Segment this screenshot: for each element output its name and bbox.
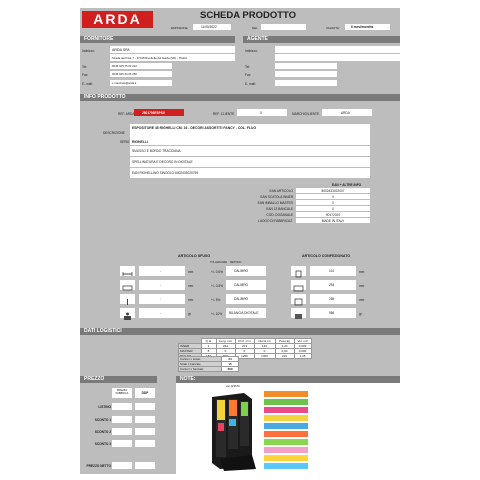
sfuso-metodo-4: BILANCIA DIGITALE bbox=[229, 311, 259, 315]
ean-row-label-3: EAN IMBALLO MASTER bbox=[257, 201, 293, 205]
logistics-header-qta: Q.ta bbox=[201, 339, 216, 344]
logistics-header-peso: Peso kg bbox=[275, 339, 294, 344]
detail-line-1 bbox=[130, 146, 370, 156]
ean-row-field-2 bbox=[296, 194, 370, 199]
fornitore-tel: 0045 045 75 60 222 bbox=[112, 64, 137, 68]
section-note: NOTE: bbox=[176, 376, 400, 383]
table-row bbox=[179, 367, 239, 372]
listino-fabbrica-field[interactable] bbox=[112, 403, 132, 410]
sconto2-ddp-field[interactable] bbox=[135, 428, 155, 435]
display-stand-photo bbox=[206, 389, 258, 471]
pallet-value-2: 15 bbox=[222, 362, 239, 367]
fornitore-address: Strada dei Frati, 7 - 37018 Rivoltella del Garda (VR) - ITALIA bbox=[112, 55, 188, 60]
sfuso-value-field-2 bbox=[139, 280, 185, 290]
col-metodo: METODO bbox=[230, 261, 242, 264]
cell: 0,000 bbox=[294, 349, 311, 354]
conf-unit-1: mm bbox=[359, 270, 365, 274]
sconto1-ddp-field[interactable] bbox=[135, 416, 155, 423]
fornitore-company-field bbox=[110, 46, 235, 53]
validity-label: VALIDITA' bbox=[326, 26, 340, 30]
sconto2-fabbrica-field[interactable] bbox=[112, 428, 132, 435]
width-icon bbox=[120, 280, 135, 290]
conf-unit-3: mm bbox=[359, 298, 365, 302]
ean-row-value-6: MADE IN ITALY bbox=[321, 218, 345, 223]
cell: 0 bbox=[254, 349, 275, 354]
sfuso-metodo-field-3 bbox=[226, 294, 266, 304]
fornitore-address-label: Indirizzo: bbox=[82, 49, 95, 53]
sfuso-unit-4: gr bbox=[188, 312, 191, 316]
marchio-field bbox=[322, 109, 372, 116]
agente-tel-label: Tel: bbox=[245, 65, 250, 69]
ref-arda-field bbox=[134, 109, 184, 116]
cell: 216 bbox=[275, 354, 294, 359]
sfuso-value-field-4 bbox=[139, 308, 185, 318]
fornitore-email-field bbox=[110, 80, 172, 86]
agente-name-field[interactable] bbox=[275, 46, 400, 53]
validity-field[interactable] bbox=[345, 24, 390, 30]
ref-cliente-field bbox=[237, 109, 287, 116]
cell: 0,00 bbox=[275, 349, 294, 354]
sconto1-fabbrica-field[interactable] bbox=[112, 416, 132, 423]
sfuso-metodo-2: CALIBRO bbox=[234, 283, 248, 287]
sconto3-ddp-field[interactable] bbox=[135, 440, 155, 447]
cell: 1 bbox=[201, 344, 216, 349]
sfuso-metodo-field-2 bbox=[226, 280, 266, 290]
detail-line-3 bbox=[130, 168, 370, 178]
conf-value-1: 114 bbox=[329, 269, 335, 273]
serie-label: SERIE bbox=[120, 140, 130, 144]
ean-row-label-4: EAN 13 BANCALE bbox=[266, 207, 293, 211]
sfuso-metodo-1: CALIBRO bbox=[234, 269, 248, 273]
ean-row-label-1: EAN ARTICOLO bbox=[269, 189, 293, 193]
ean-row-value-2: 0 bbox=[332, 194, 334, 199]
sfuso-unit-1: mm bbox=[188, 270, 194, 274]
section-dati-logistici: DATI LOGISTICI bbox=[80, 328, 400, 335]
sfuso-metodo-field-4 bbox=[226, 308, 266, 318]
agente-email-field[interactable] bbox=[275, 80, 337, 86]
conf-value-field-4 bbox=[310, 308, 356, 318]
pallet-value-3: 360 bbox=[222, 367, 239, 372]
validity-value: 6 mesi/months bbox=[351, 25, 374, 29]
prezzo-fabbrica-label: PREZZO FABBRICA bbox=[115, 389, 129, 395]
conf-value-3: 265 bbox=[329, 297, 335, 301]
cell: 0 bbox=[235, 349, 254, 354]
sfuso-tol-3: +/- 5% bbox=[211, 298, 221, 302]
sfuso-tol-1: +/- 0.5% bbox=[211, 270, 223, 274]
agente-tel-field[interactable] bbox=[275, 63, 337, 69]
cell: 8 bbox=[201, 349, 216, 354]
ref-cliente-label: REF. CLIENTE bbox=[213, 112, 235, 116]
cell: 1,28 bbox=[294, 354, 311, 359]
conf-value-2: 254 bbox=[329, 283, 335, 287]
agente-fax-field[interactable] bbox=[275, 71, 337, 77]
fornitore-fax-label: Fax: bbox=[82, 73, 89, 77]
ref-arda-value: 2801703ESPSX bbox=[142, 110, 166, 115]
prezzo-netto-label: PREZZO NETTO bbox=[86, 464, 111, 468]
logistics-header-lung: Lung. mm bbox=[216, 339, 235, 344]
rulers-samples-photo bbox=[264, 391, 308, 469]
fornitore-fax: 0045 045 64 05 256 bbox=[112, 72, 137, 76]
listino-label: LISTINO bbox=[98, 405, 111, 409]
logistics-header-vol: Vol. m3 bbox=[294, 339, 311, 344]
ean-row-field-6 bbox=[296, 218, 370, 223]
section-fornitore: FORNITORE bbox=[80, 36, 235, 43]
section-agente: AGENTE bbox=[243, 36, 400, 43]
sconto3-fabbrica-field[interactable] bbox=[112, 440, 132, 447]
agente-address-label: Indirizzo: bbox=[245, 49, 258, 53]
ean-row-label-2: EAN SCATOLA INNER bbox=[260, 195, 293, 199]
sfuso-metodo-3: CALIBRO bbox=[234, 297, 248, 301]
ean-row-label-5: COD. DOGANALE bbox=[266, 213, 293, 217]
ean-row-field-1 bbox=[296, 188, 370, 193]
sfuso-unit-2: mm bbox=[188, 284, 194, 288]
fornitore-company: ARDA SPA bbox=[112, 47, 130, 52]
fornitore-fax-field bbox=[110, 71, 172, 77]
ref-cliente-value: 0 bbox=[260, 110, 262, 115]
sfuso-value-4: - bbox=[160, 311, 162, 315]
sfuso-tol-4: +/- 10% bbox=[211, 312, 223, 316]
detail-text-2: SPELLINATURA E DECORO IN DIGITALE bbox=[132, 160, 193, 164]
ddp-header bbox=[135, 388, 155, 398]
sfuso-value-1: - bbox=[160, 269, 162, 273]
weight-scale-icon bbox=[120, 308, 135, 318]
ean-row-field-5 bbox=[296, 212, 370, 217]
box-weight-icon bbox=[291, 308, 306, 318]
listino-ddp-field[interactable] bbox=[135, 403, 155, 410]
row-name-master: MASTER bbox=[179, 349, 202, 354]
fornitore-email: c.marchetti@arda.it bbox=[112, 81, 137, 85]
conf-value-field-1 bbox=[310, 266, 356, 276]
sconto1-label: SCONTO 1 bbox=[94, 418, 111, 422]
conf-unit-4: gr bbox=[359, 312, 362, 316]
ddp-label: DDP bbox=[141, 391, 149, 395]
ean-row-value-3: 0 bbox=[332, 200, 334, 205]
sfuso-unit-3: mm bbox=[188, 298, 194, 302]
conf-value-field-3 bbox=[310, 294, 356, 304]
cell: 264 bbox=[216, 344, 235, 349]
row-name-inner: INNER bbox=[179, 344, 202, 349]
box-width-icon bbox=[291, 280, 306, 290]
col-tolleranze: TOLLERANZE bbox=[210, 261, 227, 264]
logistics-header-prof: Prof. mm bbox=[235, 339, 254, 344]
fornitore-tel-label: Tel: bbox=[82, 65, 87, 69]
cell: 1,20 bbox=[275, 344, 294, 349]
section-info-prodotto: INFO PRODOTTO bbox=[80, 94, 400, 101]
prezzo-fabbrica-header bbox=[112, 388, 132, 398]
sfuso-value-3: - bbox=[160, 297, 162, 301]
sconto2-label: SCONTO 2 bbox=[94, 430, 111, 434]
emission-value: 11/05/2022 bbox=[201, 25, 217, 29]
articolo-sfuso-title: ARTICOLO SFUSO bbox=[178, 254, 211, 258]
netto-ddp-field[interactable] bbox=[135, 462, 155, 469]
logistics-header-alt: Altezza mm bbox=[254, 339, 275, 344]
agente-email-label: E- mail: bbox=[245, 82, 256, 86]
marchio-value: ARDA bbox=[341, 110, 350, 115]
pallet-label-3: Cartoni x bancale bbox=[179, 367, 222, 372]
note-panel bbox=[176, 383, 400, 474]
cell: 146 bbox=[254, 344, 275, 349]
sfuso-value-2: - bbox=[160, 283, 162, 287]
cell: 0,009 bbox=[294, 344, 311, 349]
cell: 1300 bbox=[254, 354, 275, 359]
del-label: DEL bbox=[252, 26, 258, 30]
descrizione-value: ESPOSITORE 45 RIGHELLI CM. 16 - DECORI ASSORTITI FANCY - COL. FLUO bbox=[132, 126, 257, 130]
sfuso-metodo-field-1 bbox=[226, 266, 266, 276]
agente-address-field[interactable] bbox=[275, 54, 400, 61]
serie-value: RIGHELLI bbox=[132, 140, 148, 144]
ref-arda-label: REF. ARDA bbox=[118, 112, 135, 116]
cell: 1200 bbox=[235, 354, 254, 359]
ean-row-value-5: 90172020 bbox=[325, 212, 341, 217]
descrizione-field bbox=[130, 124, 370, 145]
netto-fabbrica-field[interactable] bbox=[112, 462, 132, 469]
ean-row-value-4: 0 bbox=[332, 206, 334, 211]
length-icon bbox=[120, 266, 135, 276]
ean-title: EAN + ALTRE INFO bbox=[332, 183, 362, 187]
emission-field[interactable] bbox=[193, 24, 231, 30]
fornitore-address-field bbox=[110, 54, 235, 61]
page-title: SCHEDA PRODOTTO bbox=[200, 10, 297, 21]
conf-value-field-2 bbox=[310, 280, 356, 290]
detail-line-2 bbox=[130, 157, 370, 167]
ean-row-field-3 bbox=[296, 200, 370, 205]
marchio-label: MARCHIO/LIENTE bbox=[292, 112, 320, 116]
conf-unit-2: mm bbox=[359, 284, 365, 288]
pallet-value-1: 24 bbox=[222, 357, 239, 362]
note-text: vai 123670 bbox=[226, 384, 240, 388]
cell: 0 bbox=[216, 349, 235, 354]
arda-logo: ARDA bbox=[82, 11, 153, 28]
pallet-table bbox=[178, 356, 239, 372]
fornitore-tel-field bbox=[110, 63, 172, 69]
depth-icon bbox=[120, 294, 135, 304]
detail-text-1: SMUSSO E BORDO TRACCIANA bbox=[132, 149, 181, 153]
ean-row-value-1: 8002433022007 bbox=[321, 188, 345, 193]
descrizione-label: DESCRIZIONE bbox=[103, 131, 125, 135]
box-length-icon bbox=[291, 266, 306, 276]
del-field[interactable] bbox=[261, 24, 306, 30]
cell: 213 bbox=[235, 344, 254, 349]
product-sheet bbox=[80, 8, 400, 474]
sfuso-value-field-3 bbox=[139, 294, 185, 304]
pallet-label-1: Cartoni x strato bbox=[179, 357, 222, 362]
articolo-confezionato-title: ARTICOLO CONFEZIONATO bbox=[302, 254, 351, 258]
emission-label: EMISSIONE bbox=[171, 26, 188, 30]
conf-value-4: 966 bbox=[329, 311, 335, 315]
sfuso-value-field-1 bbox=[139, 266, 185, 276]
sconto3-label: SCONTO 3 bbox=[94, 442, 111, 446]
detail-text-3: EAN RIGHELLINO SINGOLO 8002433020759 bbox=[132, 171, 199, 175]
agente-fax-label: Fax: bbox=[245, 73, 252, 77]
ean-row-label-6: LUOGO DI FABBRICAZ. bbox=[257, 219, 293, 223]
section-prezzo: PREZZO bbox=[80, 376, 157, 383]
ean-row-field-4 bbox=[296, 206, 370, 211]
box-height-icon bbox=[291, 294, 306, 304]
fornitore-email-label: E- mail: bbox=[82, 82, 93, 86]
pallet-label-2: Strati x bancale bbox=[179, 362, 222, 367]
sfuso-tol-2: +/- 0.5% bbox=[211, 284, 223, 288]
